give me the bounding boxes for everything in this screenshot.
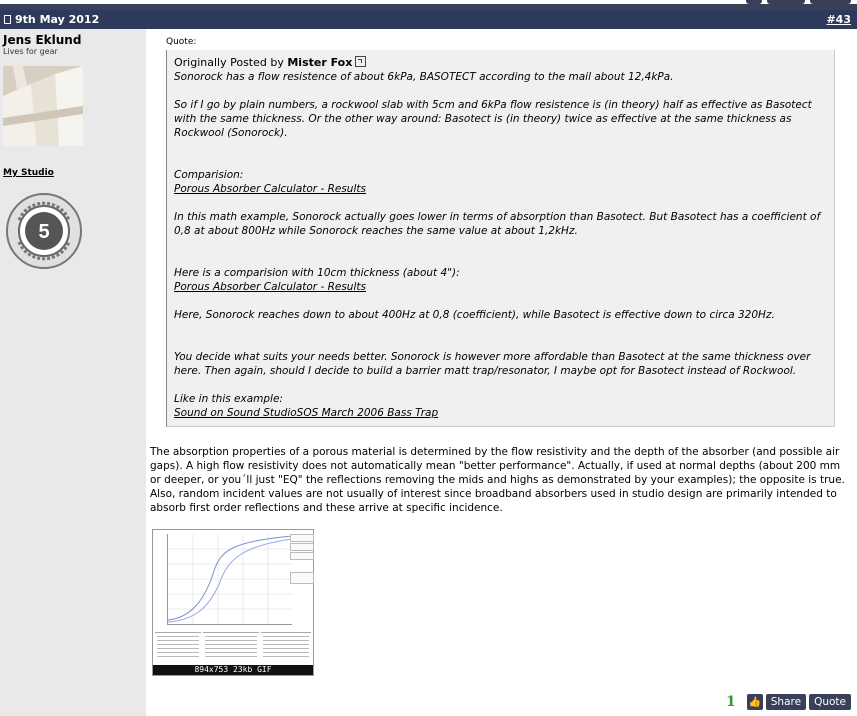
- quote-paragraph-4: In this math example, Sonorock actually goes lower in terms of absorption than Basotect. But Basotect has a coefficient of 0,8 at about 800Hz while Sonorock reaches the same value at about 1,2kHz.: [174, 211, 821, 237]
- thumbnail-legend-1: [290, 534, 314, 542]
- share-button[interactable]: Share: [766, 694, 806, 710]
- attachment-caption: 894x753 23kb GIF: [153, 665, 313, 675]
- like-button[interactable]: [747, 694, 763, 710]
- quote-paragraph-3: Comparision:: [174, 169, 244, 181]
- thumbnail-table-1: [155, 632, 201, 665]
- post-body-text: The absorption properties of a porous material is determined by the flow resistivity and the depth of the absorber (and possible air gaps). A high flow resistivity does not automatically mean "better performance". Actually, if used at normal depths (about 200 mm or deeper, or you´ll just "EQ" the reflections removing the mids and highs as demonstrated by your examples); the opposite is true. Also, random incident values are not usually of interest since broadband absorbers used in studio design are primarily intended to absorb first order reflections and these arrive at specific incidence.: [150, 446, 845, 514]
- quote-paragraph-2: So if I go by plain numbers, a rockwool slab with 5cm and 6kPa flow resistence is (in theory) half as effective as Basotect with the same thickness. Or the other way around: Basotect is (in theory) twice as effective at the same thickness as Rockwool (Sonorock).: [174, 99, 812, 139]
- thumbnail-legend-3: [290, 552, 314, 560]
- quote-box: [166, 50, 835, 427]
- five-year-badge: [5, 192, 83, 270]
- quote-paragraph-5: Here is a comparision with 10cm thickness (about 4"):: [174, 267, 460, 279]
- thumbnail-legend-2: [290, 543, 314, 551]
- thumbnail-graph: [167, 534, 292, 625]
- badge-years-number: 5: [38, 221, 50, 243]
- thumbs-up-icon: 👍: [748, 696, 761, 708]
- previous-like-button[interactable]: [746, 0, 762, 4]
- five-year-plus-badge-icon: [5, 192, 83, 270]
- post-date: [4, 13, 99, 26]
- absorption-curve-icon: [168, 534, 292, 624]
- thumbnail-legend-4: [290, 572, 314, 584]
- post-header: [0, 10, 857, 29]
- user-title: Lives for gear: [3, 47, 58, 56]
- quote-paragraph-6: Here, Sonorock reaches down to about 400Hz at 0,8 (coefficient), while Basotect is effective down to circa 320Hz.: [174, 309, 775, 321]
- user-info-column: [0, 29, 146, 716]
- originally-posted-by-text: Originally Posted by: [174, 56, 288, 69]
- post-footer: [726, 694, 851, 710]
- document-icon: [4, 15, 11, 24]
- avatar[interactable]: [3, 66, 83, 146]
- quote-header: [174, 56, 827, 70]
- my-studio-link[interactable]: My Studio: [3, 168, 54, 178]
- thumbnail-table-2: [203, 632, 259, 665]
- like-count: 1: [726, 694, 736, 710]
- post-content: [146, 29, 857, 716]
- top-strip: [0, 0, 857, 10]
- post-number-link[interactable]: #43: [826, 13, 851, 26]
- porous-absorber-link-1[interactable]: Porous Absorber Calculator - Results: [174, 183, 366, 195]
- previous-quote-button[interactable]: [810, 0, 851, 4]
- quote-paragraph-1: Sonorock has a flow resistence of about 6kPa, BASOTECT according to the mail about 12,4kPa.: [174, 71, 674, 83]
- quote-paragraph-8: Like in this example:: [174, 393, 283, 405]
- previous-share-button[interactable]: [767, 0, 805, 4]
- thumbnail-table-3: [261, 632, 311, 665]
- attachment-thumbnail[interactable]: [152, 529, 314, 676]
- quote-label: Quote:: [166, 37, 197, 47]
- view-post-icon[interactable]: [355, 56, 366, 67]
- porous-absorber-link-2[interactable]: Porous Absorber Calculator - Results: [174, 281, 366, 293]
- quote-button[interactable]: Quote: [809, 694, 851, 710]
- sound-on-sound-link[interactable]: Sound on Sound StudioSOS March 2006 Bass Trap: [174, 407, 439, 419]
- post-date-text: 9th May 2012: [15, 13, 100, 26]
- quote-paragraph-7: You decide what suits your needs better. Sonorock is however more affordable than Basotect at the same thickness over here. Then again, should I decide to build a barrier matt trap/resonator, I maybe opt for Basotect instead of Rockwool.: [174, 351, 811, 377]
- quote-author: Mister Fox: [287, 56, 353, 69]
- avatar-image-icon: [3, 66, 83, 146]
- username[interactable]: Jens Eklund: [3, 33, 82, 47]
